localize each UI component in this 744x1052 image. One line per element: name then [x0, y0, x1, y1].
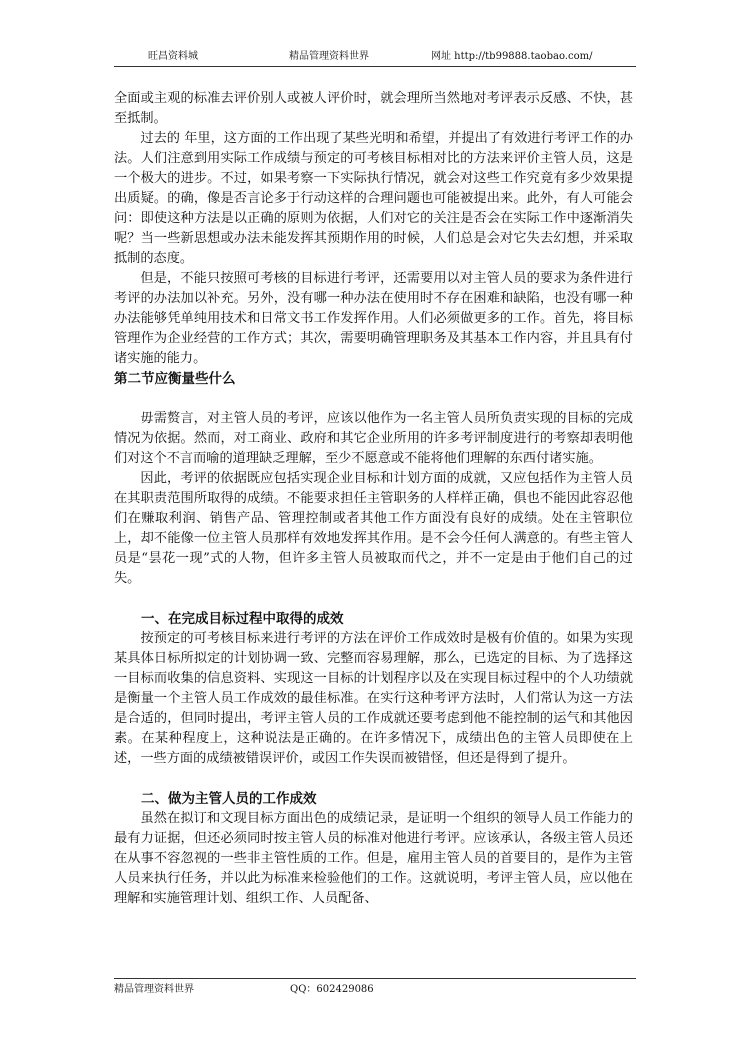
- paragraph-7: 虽然在拟订和文现目标方面出色的成绩记录，是证明一个组织的领导人员工作能力的最有力证据，但还必须同时按主管人员的标准对他进行考评。应该承认，各级主管人员还在从事不容忽视的一些非主管性质的工作。但是，雇用主管人员的首要目的，是作为主管人员来执行任务，并以此为标准来检验他们的工作。这就说明，考评主管人员，应以他在理解和实施管理计划、组织工作、人员配备、: [114, 811, 633, 906]
- page-header: [114, 50, 636, 67]
- paragraph-3: 但是，不能只按照可考核的目标进行考评，还需要用以对主管人员的要求为条件进行考评的办法加以补充。另外，没有哪一种办法在使用时不存在困难和缺陷，也没有哪一种办法能够凭单纯用技术和日常文书工作发挥作用。人们必须做更多的工作。首先，将目标管理作为企业经营的工作方式；其次，需要明确管理职务及其基本工作内容，并且具有付诸实施的能力。: [114, 271, 633, 366]
- paragraph-4: 毋需赘言，对主管人员的考评，应该以他作为一名主管人员所负责实现的目标的完成情况为依据。然而，对工商业、政府和其它企业所用的许多考评制度进行的考察却表明他们对这个不言而喻的道理缺乏理解，至少不愿意或不能将他们理解的东西付诸实施。: [114, 411, 633, 466]
- paragraph-1: 全面或主观的标准去评价别人或被人评价时，就会理所当然地对考评表示反感、不快，甚至抵制。: [114, 91, 633, 126]
- paragraph-5: 因此，考评的依据既应包括实现企业目标和计划方面的成就，又应包括作为主管人员在其职责范围所取得的成绩。不能要求担任主管职务的人样样正确，俱也不能因此容忍他们在赚取利润、销售产品、管理控制或者其他工作方面没有良好的成绩。处在主管职位上，却不能像一位主管人员那样有效地发挥其作用。是不会今任何人满意的。有些主管人员是“昙花一现”式的人物，但许多主管人员被取而代之，并不一定是由于他们自己的过失。: [114, 471, 633, 586]
- header-site-name: 旺昌资料城: [148, 51, 198, 62]
- paragraph-6: 按预定的可考核目标来进行考评的方法在评价工作成效时是极有价值的。如果为实现某具体日标所拟定的计划协调一致、完整而容易理解，那么，已选定的目标、为了选择这一目标而收集的信息资料、实现这一目标的计划程序以及在实现目标过程中的个人功绩就是衡量一个主管人员工作成效的最佳标准。在实行这种考评方法时，人们常认为这一方法是合适的，但同时提出，考评主管人员的工作成就还要考虑到他不能控制的运气和其他因素。在某种程度上，这种说法是正确的。在许多情况下，成绩出色的主管人员即使在上述，一些方面的成绩被错误评价，或因工作失误而被错怪，但还是得到了提升。: [114, 631, 633, 766]
- footer-site-name: 精品管理资料世界: [114, 984, 194, 995]
- header-title: 精品管理资料世界: [289, 51, 369, 62]
- spacer: [114, 769, 633, 789]
- subheading-2: 二、做为主管人员的工作成效: [141, 791, 317, 807]
- subheading-1: 一、在完成目标过程中取得的成效: [141, 611, 344, 627]
- section-heading: 第二节应衡量些什么: [114, 371, 236, 387]
- footer-qq: QQ：602429086: [290, 984, 374, 995]
- spacer: [114, 589, 633, 609]
- document-body: [114, 89, 633, 909]
- header-url: 网址 http://tb99888.taobao.com/: [431, 51, 593, 62]
- spacer: [114, 389, 633, 409]
- page-footer: [114, 978, 636, 995]
- paragraph-2: 过去的 年里，这方面的工作出现了某些光明和希望，并提出了有效进行考评工作的办法。人们注意到用实际工作成绩与预定的可考核目标相对比的方法来评价主管人员，这是一个极大的进步。不过，如果考察一下实际执行情况，就会对这些工作究竟有多少效果提出质疑。的确，像是否言论多于行动这样的合理问题也可能被提出来。此外，有人可能会问：即使这种方法是以正确的原则为依据，人们对它的关注是否会在实际工作中逐渐消失呢？当一些新思想或办法未能发挥其预期作用的时候，人们总是会对它失去幻想，并采取抵制的态度。: [114, 131, 633, 266]
